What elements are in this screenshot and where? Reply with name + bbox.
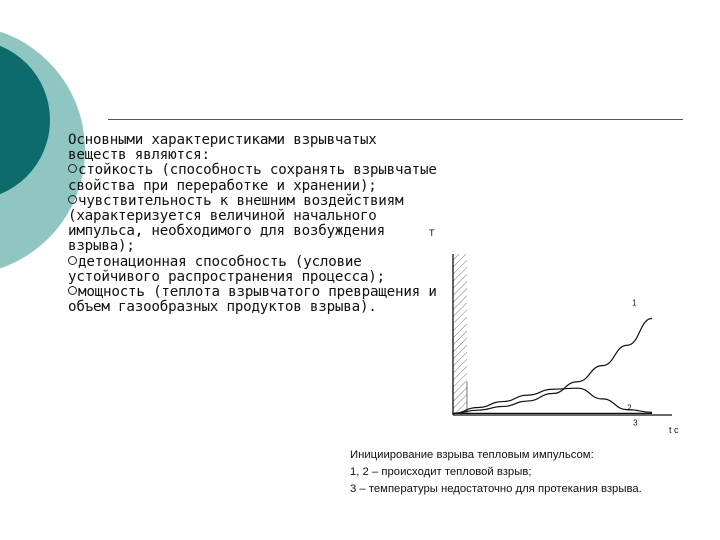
title-divider <box>108 119 683 120</box>
bullet-circle-icon <box>68 286 77 295</box>
list-item <box>68 285 443 315</box>
list-item <box>68 163 443 193</box>
list-item-text: мощность (теплота взрывчатого превращения и объем газообразных продуктов взрыва). <box>68 284 437 316</box>
x-axis-label: t c <box>669 425 679 435</box>
caption-line: 1, 2 – происходит тепловой взрыв; <box>350 466 532 478</box>
caption-line: 3 – температуры недостаточно для протекания взрыва. <box>350 483 642 495</box>
intro-text: Основными характеристиками взрывчатых веществ являются: <box>68 132 377 164</box>
bullet-circle-icon <box>68 256 77 265</box>
list-item <box>68 194 443 255</box>
list-item <box>68 255 443 285</box>
characteristics-text <box>68 133 443 315</box>
series-line-1 <box>453 318 652 413</box>
thermal-explosion-chart <box>420 222 690 442</box>
list-item-text: детонационная способность (условие устойчивого распространения процесса); <box>68 253 385 285</box>
chart-caption <box>350 447 720 498</box>
bullet-circle-icon <box>68 164 77 173</box>
caption-line: Инициирование взрыва тепловым импульсом: <box>350 449 594 461</box>
bullet-circle-icon <box>68 195 77 204</box>
series-label-2: 2 <box>627 403 632 413</box>
hatched-zone <box>453 254 467 415</box>
list-item-text: стойкость (способность сохранять взрывчатые свойства при переработке и хранении); <box>68 162 437 194</box>
series-label-3: 3 <box>633 418 638 428</box>
list-item-text: чувствительность к внешним воздействиям (характеризуется величиной начального импульса, необходимого для возбуждения взрыва); <box>68 192 404 255</box>
series-label-1: 1 <box>632 298 637 308</box>
y-axis-label: T <box>429 228 435 238</box>
